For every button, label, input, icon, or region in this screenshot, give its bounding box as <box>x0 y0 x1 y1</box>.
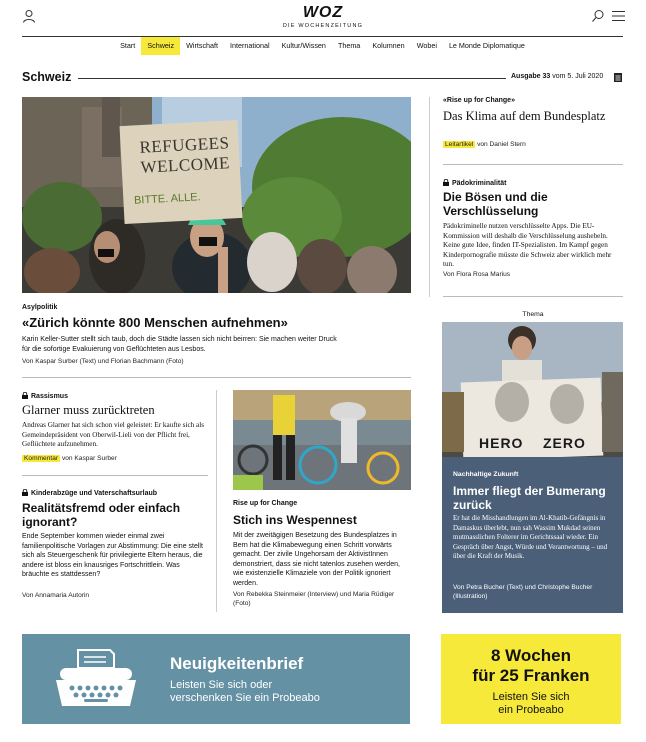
glarner-teaser: Andreas Glarner hat sich schon viel geleistet: Er kaufte sich als Gemeindepräsident von Oberwil-Lieli von der Pflicht frei, Geflüchtete aufzunehmen. <box>22 421 205 448</box>
newsletter-line-2: verschenken Sie ein Probeabo <box>170 692 320 704</box>
offer-line-4: ein Probeabo <box>498 704 564 716</box>
offer-banner[interactable] <box>441 634 621 724</box>
kinder-kicker <box>22 489 157 497</box>
nav-item-wirtschaft[interactable]: Wirtschaft <box>186 41 219 50</box>
nav-item-le-monde-diplomatique[interactable]: Le Monde Diplomatique <box>448 41 525 50</box>
newsletter-text <box>170 679 320 705</box>
klima-title[interactable]: Das Klima auf dem Bundesplatz <box>443 109 606 123</box>
menu-icon[interactable] <box>612 10 625 22</box>
sign-line-2: WELCOME <box>140 153 231 177</box>
column-divider <box>429 97 430 297</box>
thema-box[interactable] <box>442 457 623 613</box>
nav-item-kultur-wissen[interactable]: Kultur/Wissen <box>281 41 326 50</box>
sign-text <box>139 132 251 178</box>
thema-kicker: Nachhaltige Zukunft <box>453 471 519 478</box>
offer-line-1: 8 Wochen <box>491 646 571 665</box>
main-article-image[interactable] <box>22 97 411 293</box>
offer-headline <box>441 646 621 686</box>
main-article-teaser: Karin Keller-Sutter stellt sich taub, doch die Städte lassen sich nicht beirren: Sie machen weiter Druck für die sofortige Evakuierung von Geflüchteten aus Lesbos. <box>22 336 337 353</box>
glarner-byline-row <box>22 455 117 462</box>
wespen-teaser: Mit der zweitägigen Besetzung des Bundesplatzes in Bern hat die Klimabewegung einen Schritt vorwärts gemacht. Der zivile Ungehorsam der AktivistInnen demonstriert, dass sie nicht tatenlos zusehen werden, wie existenzielle Klimaziele von der Politik ignoriert werden. <box>233 532 400 587</box>
thema-sign-hero: HERO <box>479 435 524 451</box>
kinder-kicker-text: Kinderabzüge und Vaterschaftsurlaub <box>31 490 158 497</box>
paedo-teaser: Pädokriminelle nutzen verschlüsselte Apps. Die EU-Kommission will deshalb die Verschlüsselung aushebeln. Keine gute Idee, finden IT-Spezialisten. Im Kampf gegen Kinderpornografie müsste die Schweiz aber wirklich mehr tun. <box>443 222 612 268</box>
wespen-title[interactable]: Stich ins Wespennest <box>233 513 357 527</box>
issue-info[interactable] <box>511 73 603 80</box>
nav-item-wobei[interactable]: Wobei <box>416 41 437 50</box>
thema-teaser: Er hat die Misshandlungen im Al-Khatib-Gefängnis in Damaskus überlebt, nun sah Wassim Mukdad seinen mutmasslichen Folterer im Gerichtssaal wieder. Ein Gespräch über Angst, Würde und Verantwortung – und über die Kraft der Musik. <box>453 514 608 561</box>
divider <box>22 475 208 476</box>
glarner-title[interactable]: Glarner muss zurücktreten <box>22 403 155 417</box>
divider <box>443 164 623 165</box>
lock-icon <box>443 179 449 186</box>
typewriter-icon <box>54 648 138 710</box>
newsletter-banner[interactable] <box>22 634 410 724</box>
offer-line-3: Leisten Sie sich <box>492 691 570 703</box>
glarner-tag[interactable]: Kommentar <box>24 455 59 462</box>
klima-tag[interactable]: Leitartikel <box>445 141 474 148</box>
divider <box>443 296 623 297</box>
section-title: Schweiz <box>22 70 72 84</box>
main-article-byline: Von Kaspar Surber (Text) und Florian Bachmann (Foto) <box>22 358 184 365</box>
kinder-title[interactable]: Realitätsfremd oder einfach ignorant? <box>22 501 181 529</box>
paedo-kicker-text: Pädokriminalität <box>452 180 507 187</box>
main-article-kicker: Asylpolitik <box>22 304 58 311</box>
divider <box>22 377 411 378</box>
nav-item-international[interactable]: International <box>230 41 270 50</box>
newsletter-title: Neuigkeitenbrief <box>170 654 304 673</box>
kinder-byline: Von Annamaria Autorin <box>22 592 90 599</box>
glarner-kicker <box>22 392 68 400</box>
glarner-byline: von Kaspar Surber <box>61 455 117 462</box>
offer-subline <box>441 691 621 717</box>
paedo-byline: Von Flora Rosa Marius <box>443 271 511 278</box>
kinder-teaser: Ende September kommen wieder einmal zwei familienpolitische Vorlagen zur Abstimmung: Die eine stellt sich als Steuergeschenk für privilegierte Eltern heraus, die andere ist bloss ein knausriges Fortschrittlein. Was bräuchte es stattdessen? <box>22 533 203 578</box>
lock-icon <box>22 392 28 399</box>
issue-number: Ausgabe 33 <box>511 73 551 80</box>
main-nav <box>22 37 623 55</box>
logo-mark: WOZ <box>302 4 344 21</box>
paedo-kicker <box>443 179 506 187</box>
nav-item-schweiz[interactable]: Schweiz <box>141 37 180 55</box>
logo-subtitle: DIE WOCHENZEITUNG <box>282 23 364 29</box>
wespen-kicker: Rise up for Change <box>233 500 298 507</box>
sign-line-1: REFUGEES <box>139 133 230 157</box>
thema-image[interactable] <box>442 322 623 458</box>
thema-sign-zero: ZERO <box>543 435 586 451</box>
paedo-title[interactable]: Die Bösen und die Verschlüsselung <box>443 190 548 218</box>
column-divider <box>216 390 217 612</box>
main-article-title[interactable]: «Zürich könnte 800 Menschen aufnehmen» <box>22 315 288 330</box>
offer-line-2: für 25 Franken <box>472 666 590 685</box>
logo[interactable] <box>0 5 646 29</box>
thema-title[interactable]: Immer fliegt der Bumerang zurück <box>453 484 606 512</box>
lock-icon <box>22 489 28 496</box>
klima-byline: von Daniel Stern <box>477 141 526 148</box>
issue-icon[interactable] <box>614 73 622 82</box>
klima-byline-row <box>443 141 526 148</box>
sign-line-3: BITTE. ALLE. <box>133 191 201 207</box>
thema-label: Thema <box>522 311 544 318</box>
issue-date: vom 5. Juli 2020 <box>552 73 604 80</box>
glarner-kicker-text: Rassismus <box>31 393 68 400</box>
nav-item-thema[interactable]: Thema <box>337 41 361 50</box>
thema-byline: Von Petra Bucher (Text) und Christophe Bucher (Illustration) <box>453 584 593 600</box>
section-rule <box>78 78 506 79</box>
klima-kicker: «Rise up for Change» <box>443 97 515 104</box>
nav-item-kolumnen[interactable]: Kolumnen <box>372 41 405 50</box>
nav-item-start[interactable]: Start <box>120 41 136 50</box>
newsletter-line-1: Leisten Sie sich oder <box>170 679 273 691</box>
wespen-byline: Von Rebekka Steinmeier (Interview) und Maria Rüdiger (Foto) <box>233 591 395 607</box>
wespen-image[interactable] <box>233 390 411 490</box>
search-icon[interactable] <box>591 9 605 23</box>
